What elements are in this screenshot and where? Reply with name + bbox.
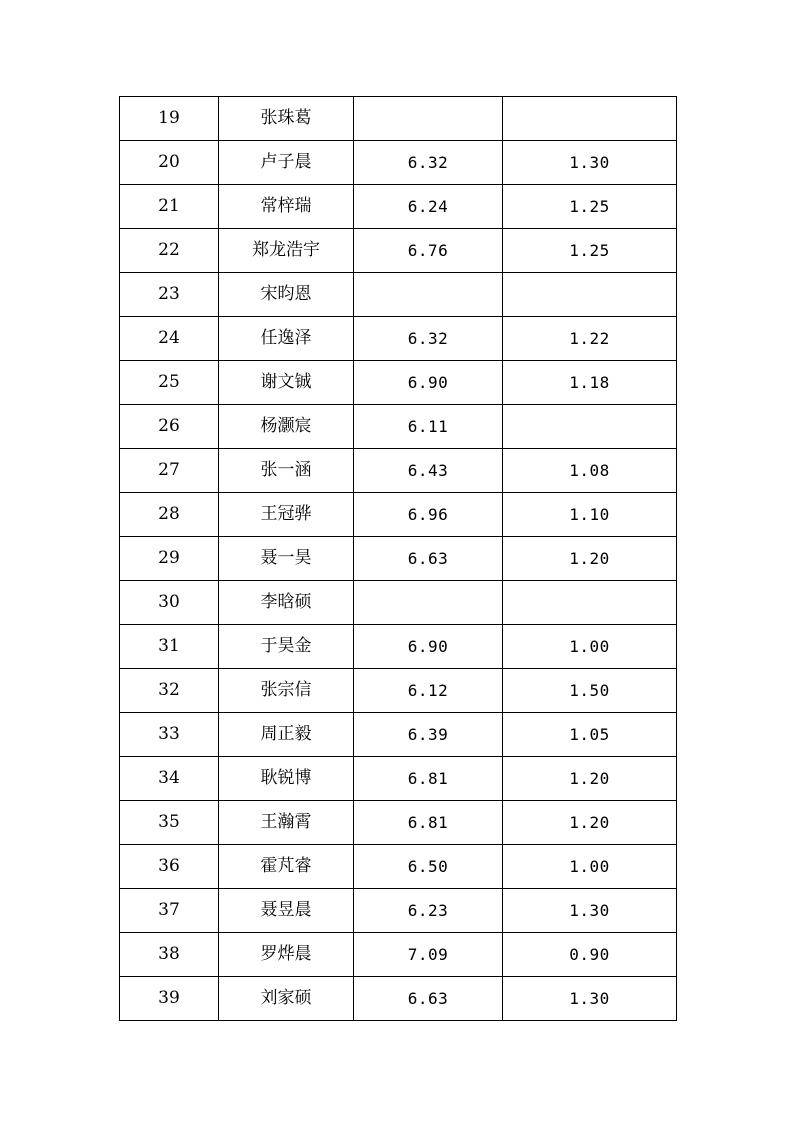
student-name-cell: 于昊金 [219,625,354,669]
score-1-cell: 6.23 [354,889,503,933]
table-row [120,669,677,713]
table-row [120,757,677,801]
table-row [120,537,677,581]
student-name-cell: 宋昀恩 [219,273,354,317]
score-2-cell: 1.20 [503,757,677,801]
student-name-cell: 聂昱晨 [219,889,354,933]
score-1-cell: 6.96 [354,493,503,537]
row-number-cell: 31 [120,625,219,669]
score-1-cell: 6.50 [354,845,503,889]
student-name-cell: 任逸泽 [219,317,354,361]
student-name-cell: 张珠葛 [219,97,354,141]
student-name-cell: 罗烨晨 [219,933,354,977]
row-number-cell: 30 [120,581,219,625]
table-row [120,845,677,889]
score-1-cell: 6.63 [354,537,503,581]
table-row [120,625,677,669]
score-table [119,96,677,1021]
score-2-cell: 1.25 [503,229,677,273]
table-row [120,977,677,1021]
score-2-cell [503,97,677,141]
table-row [120,581,677,625]
row-number-cell: 38 [120,933,219,977]
student-name-cell: 张一涵 [219,449,354,493]
score-2-cell [503,581,677,625]
score-1-cell: 6.81 [354,801,503,845]
table-row [120,713,677,757]
score-2-cell: 1.30 [503,977,677,1021]
score-2-cell [503,273,677,317]
score-1-cell [354,581,503,625]
row-number-cell: 25 [120,361,219,405]
score-1-cell: 6.90 [354,361,503,405]
score-1-cell: 6.39 [354,713,503,757]
row-number-cell: 29 [120,537,219,581]
student-name-cell: 聂一昊 [219,537,354,581]
score-2-cell: 1.25 [503,185,677,229]
score-2-cell: 1.18 [503,361,677,405]
row-number-cell: 32 [120,669,219,713]
student-name-cell: 卢子晨 [219,141,354,185]
score-1-cell: 6.11 [354,405,503,449]
score-2-cell: 1.05 [503,713,677,757]
table-row [120,273,677,317]
student-name-cell: 郑龙浩宇 [219,229,354,273]
table-row [120,493,677,537]
table-row [120,185,677,229]
score-2-cell: 1.00 [503,845,677,889]
score-1-cell: 6.76 [354,229,503,273]
score-2-cell: 1.20 [503,537,677,581]
score-1-cell: 6.90 [354,625,503,669]
row-number-cell: 28 [120,493,219,537]
score-1-cell: 6.12 [354,669,503,713]
row-number-cell: 23 [120,273,219,317]
score-2-cell [503,405,677,449]
table-row [120,933,677,977]
row-number-cell: 36 [120,845,219,889]
table-row [120,317,677,361]
score-2-cell: 0.90 [503,933,677,977]
row-number-cell: 39 [120,977,219,1021]
table-row [120,889,677,933]
table-row [120,361,677,405]
row-number-cell: 20 [120,141,219,185]
table-row [120,801,677,845]
student-name-cell: 刘家硕 [219,977,354,1021]
row-number-cell: 26 [120,405,219,449]
row-number-cell: 35 [120,801,219,845]
student-name-cell: 王瀚霄 [219,801,354,845]
score-1-cell: 6.81 [354,757,503,801]
student-name-cell: 王冠骅 [219,493,354,537]
score-1-cell: 7.09 [354,933,503,977]
score-2-cell: 1.08 [503,449,677,493]
row-number-cell: 22 [120,229,219,273]
row-number-cell: 34 [120,757,219,801]
score-1-cell [354,97,503,141]
score-2-cell: 1.10 [503,493,677,537]
score-1-cell: 6.32 [354,317,503,361]
score-2-cell: 1.20 [503,801,677,845]
table-row [120,141,677,185]
score-table-body [120,97,677,1021]
student-name-cell: 谢文铖 [219,361,354,405]
student-name-cell: 杨灏宸 [219,405,354,449]
student-name-cell: 耿锐博 [219,757,354,801]
student-name-cell: 常梓瑞 [219,185,354,229]
score-1-cell: 6.32 [354,141,503,185]
row-number-cell: 33 [120,713,219,757]
score-1-cell: 6.43 [354,449,503,493]
student-name-cell: 周正毅 [219,713,354,757]
row-number-cell: 37 [120,889,219,933]
score-2-cell: 1.00 [503,625,677,669]
table-row [120,405,677,449]
row-number-cell: 19 [120,97,219,141]
row-number-cell: 27 [120,449,219,493]
row-number-cell: 24 [120,317,219,361]
score-2-cell: 1.30 [503,889,677,933]
student-name-cell: 张宗信 [219,669,354,713]
table-row [120,449,677,493]
score-2-cell: 1.30 [503,141,677,185]
score-1-cell [354,273,503,317]
score-1-cell: 6.63 [354,977,503,1021]
score-2-cell: 1.50 [503,669,677,713]
score-2-cell: 1.22 [503,317,677,361]
score-1-cell: 6.24 [354,185,503,229]
table-row [120,97,677,141]
table-row [120,229,677,273]
row-number-cell: 21 [120,185,219,229]
student-name-cell: 霍芃睿 [219,845,354,889]
student-name-cell: 李晗硕 [219,581,354,625]
